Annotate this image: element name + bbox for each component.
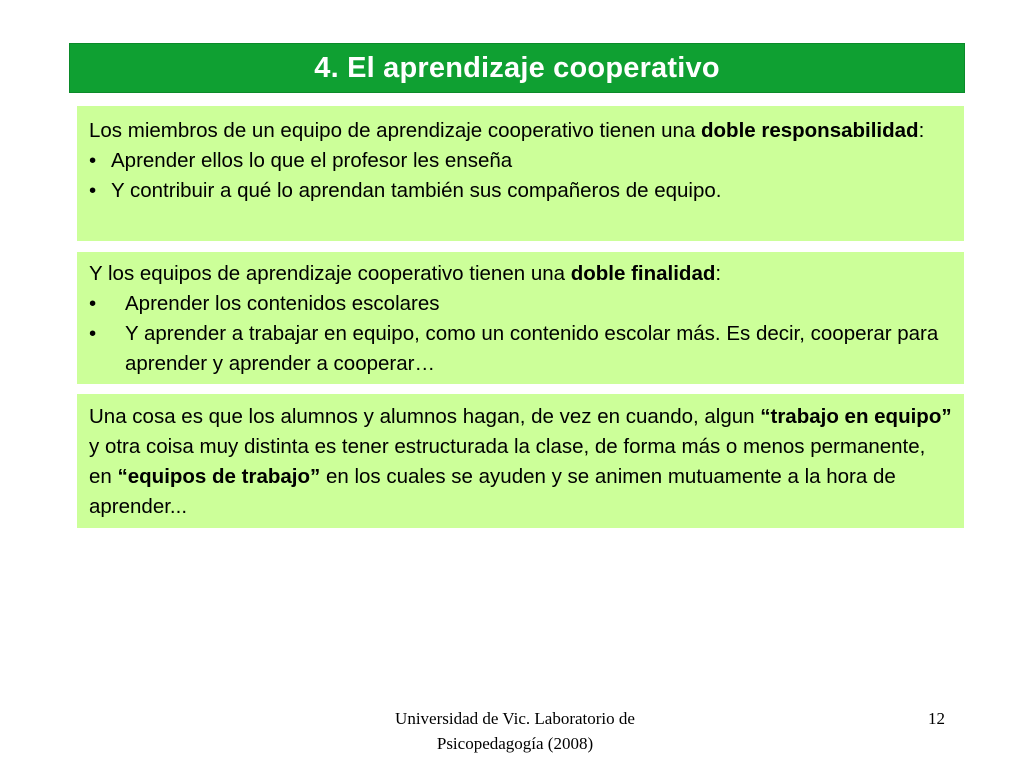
contrast-box	[77, 394, 964, 528]
footer-line-1: Universidad de Vic. Laboratorio de	[395, 709, 635, 728]
responsibility-intro	[89, 116, 952, 146]
purpose-intro	[89, 259, 952, 289]
contrast-paragraph	[89, 402, 952, 522]
list-item-text: Y aprender a trabajar en equipo, como un contenido escolar más. Es decir, cooperar para aprender y aprender a cooperar…	[125, 322, 939, 375]
responsibility-bold: doble responsabilidad	[701, 119, 919, 142]
footer-line-2: Psicopedagogía (2008)	[436, 734, 594, 753]
responsibility-box	[77, 106, 964, 241]
list-item-text: Aprender los contenidos escolares	[125, 292, 440, 315]
purpose-box	[77, 252, 964, 384]
purpose-bold: doble finalidad	[570, 262, 716, 285]
bullet-icon: •	[89, 149, 97, 172]
contrast-bold-1: “trabajo en equipo”	[760, 405, 952, 428]
responsibility-colon: :	[918, 119, 925, 142]
list-item	[89, 289, 952, 319]
page-number: 12	[928, 709, 945, 728]
purpose-intro-text: Y los equipos de aprendizaje cooperativo tienen una	[89, 262, 571, 285]
purpose-colon: :	[715, 262, 722, 285]
contrast-text-1: Una cosa es que los alumnos y alumnos hagan, de vez en cuando, algun	[89, 405, 761, 428]
list-item	[89, 146, 952, 176]
contrast-bold-2: “equipos de trabajo”	[117, 465, 321, 488]
bullet-icon: •	[89, 292, 97, 315]
responsibility-intro-text: Los miembros de un equipo de aprendizaje cooperativo tienen una	[89, 119, 701, 142]
list-item-text: Aprender ellos lo que el profesor les enseña	[111, 149, 513, 172]
list-item-text: Y contribuir a qué lo aprendan también sus compañeros de equipo.	[111, 179, 722, 202]
contrast-text-3: en los cuales se ayuden y se animen mutuamente a la hora de aprender...	[89, 465, 896, 518]
bullet-icon: •	[89, 322, 97, 345]
slide-title: 4. El aprendizaje cooperativo	[314, 51, 720, 84]
footer-credit	[355, 706, 675, 756]
list-item	[89, 319, 952, 379]
slide-title-bar	[69, 43, 965, 93]
contrast-text-2: y otra coisa muy distinta es tener estructurada la clase, de forma más o menos permanente, en	[89, 435, 926, 488]
list-item	[89, 176, 952, 206]
bullet-icon: •	[89, 179, 97, 202]
